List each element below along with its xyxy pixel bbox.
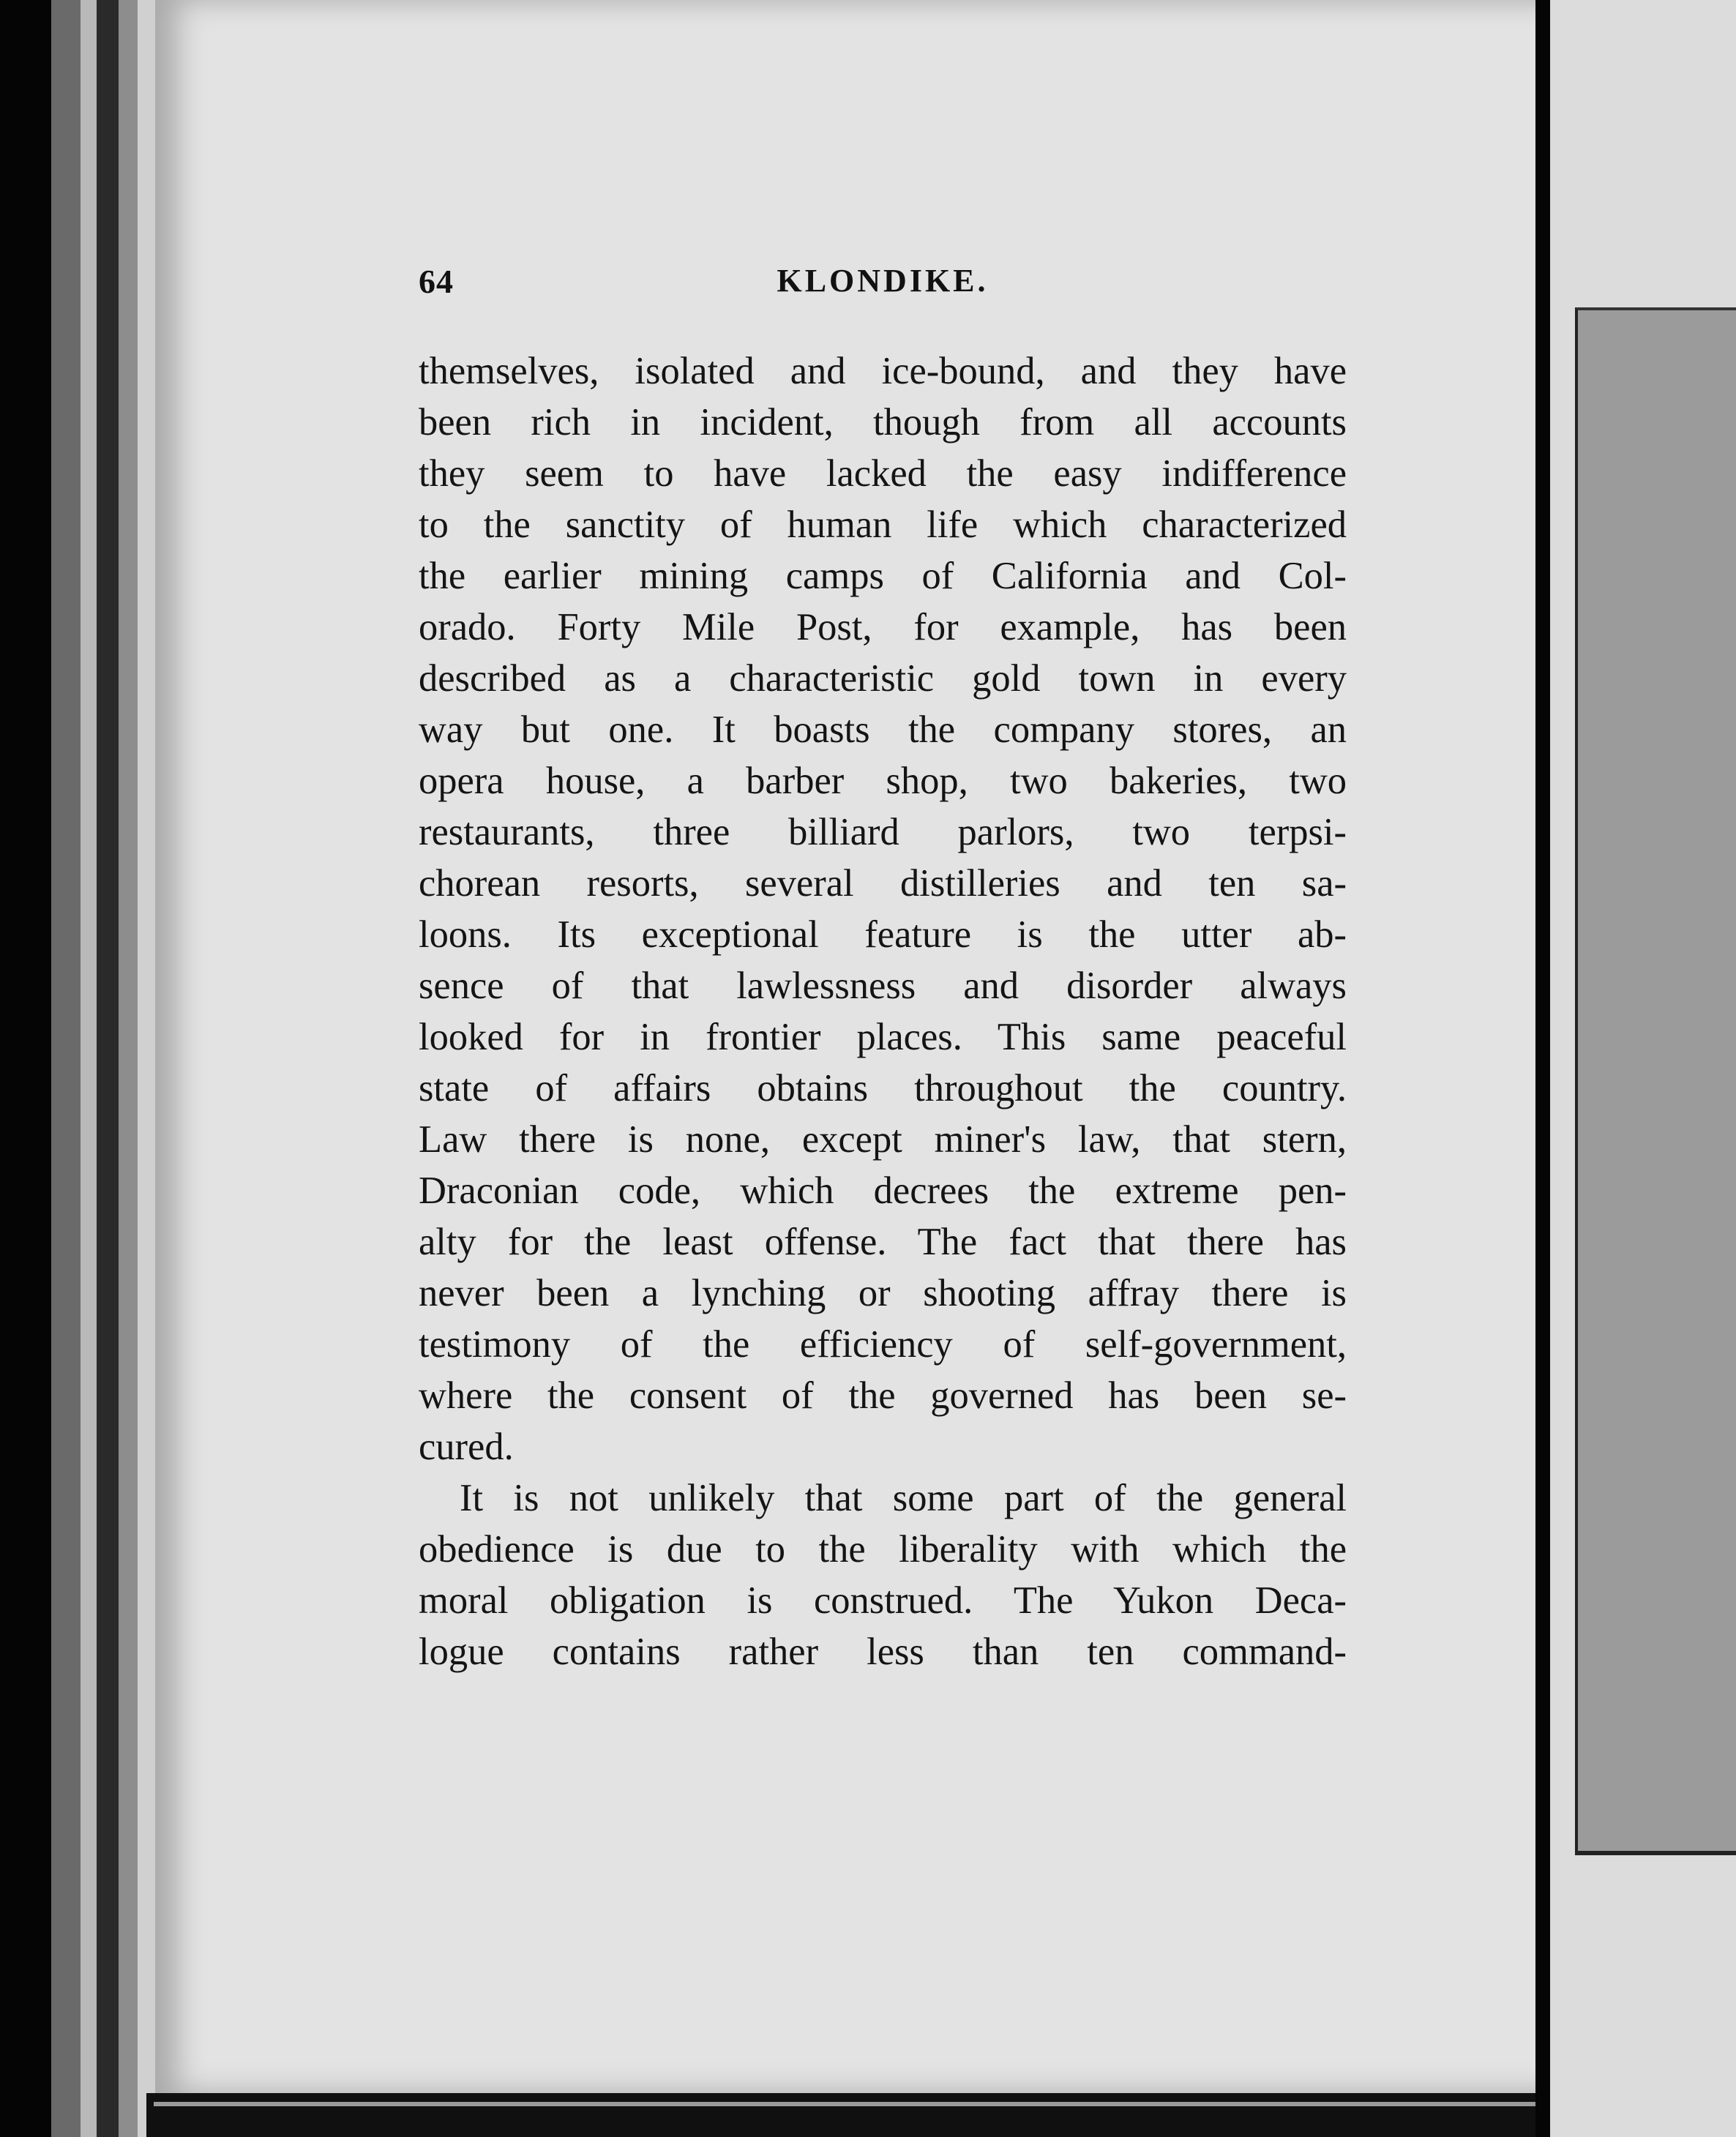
text-line: looked for in frontier places. This same peaceful (419, 1016, 1347, 1058)
text-line: sence of that lawlessness and disorder always (419, 965, 1347, 1007)
book-edge-pages (81, 0, 97, 2137)
book-gutter (1535, 0, 1550, 2137)
text-line: cured. (419, 1426, 514, 1468)
book-edge-pages (138, 0, 155, 2137)
page-number: 64 (419, 263, 454, 300)
text-line: Law there is none, except miner's law, that stern, (419, 1118, 1347, 1161)
page-bottom-line (154, 2102, 1544, 2106)
text-line: never been a lynching or shooting affray there is (419, 1272, 1347, 1314)
paragraph (419, 345, 1347, 1472)
facing-page-plate-image (1575, 307, 1736, 1855)
body-text (419, 345, 1347, 1677)
text-line: alty for the least offense. The fact that there has (419, 1221, 1347, 1263)
text-line: It is not unlikely that some part of the general (460, 1477, 1347, 1519)
text-line: described as a characteristic gold town in every (419, 657, 1347, 700)
text-line: obedience is due to the liberality with which the (419, 1528, 1347, 1571)
text-line: to the sanctity of human life which characterized (419, 504, 1347, 546)
text-line: moral obligation is construed. The Yukon Deca- (419, 1579, 1347, 1622)
text-line: state of affairs obtains throughout the country. (419, 1067, 1347, 1109)
running-title: KLONDIKE. (777, 263, 989, 299)
text-line: logue contains rather less than ten command- (419, 1631, 1347, 1673)
book-edge-dark (0, 0, 51, 2137)
text-line: Draconian code, which decrees the extreme pen- (419, 1169, 1347, 1212)
text-line: been rich in incident, though from all accounts (419, 401, 1347, 444)
running-header (419, 262, 1347, 306)
text-line: way but one. It boasts the company stores, an (419, 708, 1347, 751)
page-bottom-edge (146, 2093, 1552, 2137)
text-line: testimony of the efficiency of self-government, (419, 1323, 1347, 1366)
text-line: opera house, a barber shop, two bakeries, two (419, 760, 1347, 802)
text-line: restaurants, three billiard parlors, two terpsi- (419, 811, 1347, 853)
text-line: loons. Its exceptional feature is the utter ab- (419, 913, 1347, 956)
text-line: the earlier mining camps of California and Col- (419, 555, 1347, 597)
text-line: they seem to have lacked the easy indifference (419, 452, 1347, 495)
text-line: where the consent of the governed has been se- (419, 1374, 1347, 1417)
text-line: themselves, isolated and ice-bound, and they have (419, 350, 1347, 392)
book-edge-pages (119, 0, 138, 2137)
paragraph (419, 1472, 1347, 1677)
book-edge-pages (51, 0, 81, 2137)
text-line: chorean resorts, several distilleries and ten sa- (419, 862, 1347, 905)
text-line: orado. Forty Mile Post, for example, has been (419, 606, 1347, 648)
book-edge-pages (97, 0, 119, 2137)
